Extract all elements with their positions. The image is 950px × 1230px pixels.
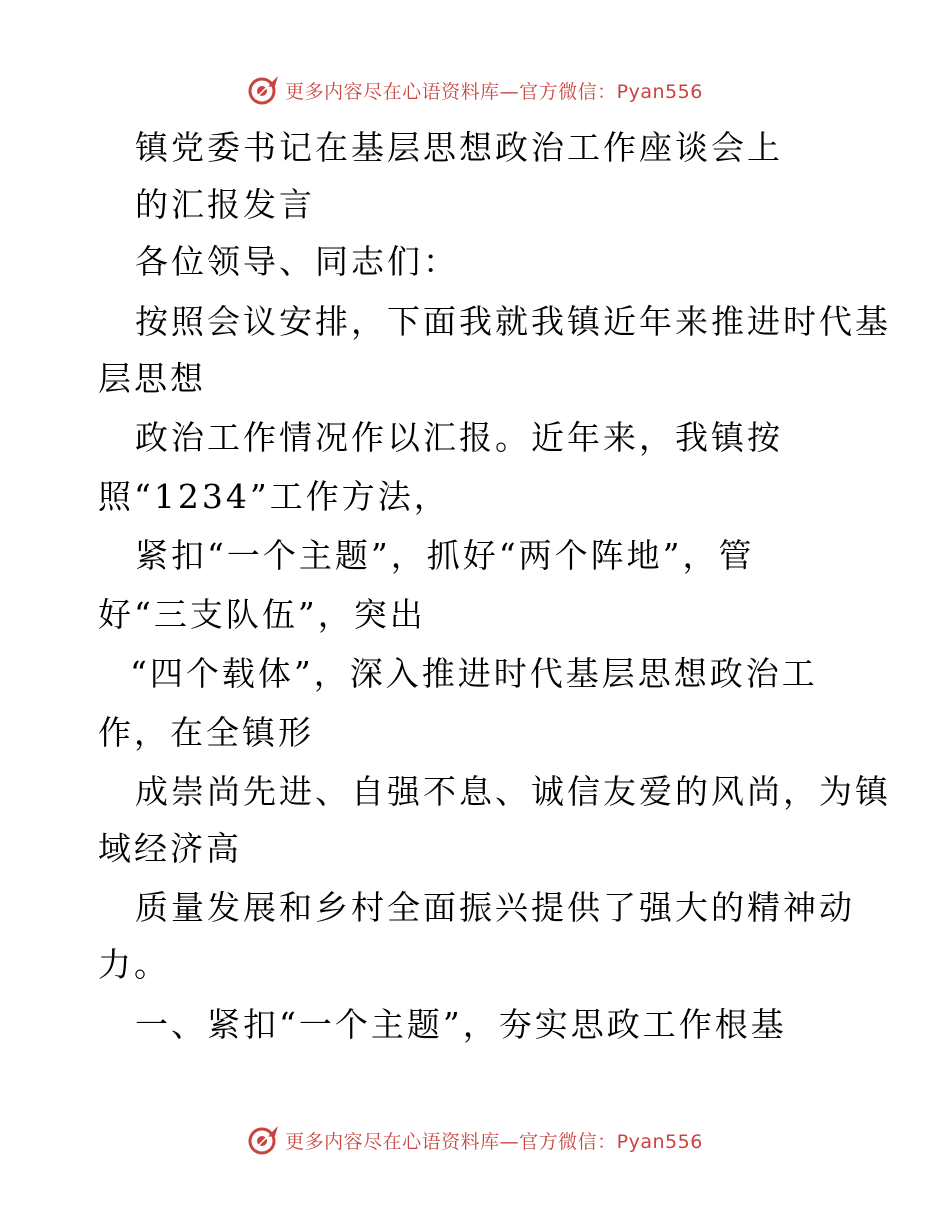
paragraph-line: “四个载体”，深入推进时代基层思想政治工 <box>130 654 818 693</box>
document-title-line-1: 镇党委书记在基层思想政治工作座谈会上 <box>135 128 783 167</box>
quill-logo-icon <box>247 1123 281 1157</box>
section-heading: 一、紧扣“一个主题”，夯实思政工作根基 <box>135 1005 787 1044</box>
banner-contact: 官方微信：Pyan556 <box>519 80 703 103</box>
banner-site-name: 更多内容尽在心语资料库 <box>285 1130 500 1153</box>
salutation: 各位领导、同志们： <box>135 242 459 281</box>
banner-separator: — <box>499 1130 520 1153</box>
banner-site-name: 更多内容尽在心语资料库 <box>285 80 500 103</box>
paragraph-line: 成崇尚先进、自强不息、诚信友爱的风尚，为镇 <box>135 772 891 811</box>
banner-text <box>285 1127 703 1154</box>
header-banner <box>0 70 950 110</box>
paragraph-line: 作，在全镇形 <box>98 713 314 752</box>
paragraph-line: 力。 <box>98 945 170 984</box>
paragraph-line: 层思想 <box>98 359 206 398</box>
quill-logo-icon <box>247 73 281 107</box>
paragraph-line: 域经济高 <box>98 829 242 868</box>
paragraph-line: 按照会议安排，下面我就我镇近年来推进时代基 <box>135 302 891 341</box>
footer-banner <box>0 1120 950 1160</box>
paragraph-line: 紧扣“一个主题”，抓好“两个阵地”，管 <box>135 536 755 575</box>
banner-contact: 官方微信：Pyan556 <box>519 1130 703 1153</box>
paragraph-line: 照“1234”工作方法， <box>98 477 450 516</box>
banner-text <box>285 77 703 104</box>
paragraph-line: 质量发展和乡村全面振兴提供了强大的精神动 <box>135 888 855 927</box>
banner-separator: — <box>499 80 520 103</box>
paragraph-line: 好“三支队伍”，突出 <box>98 595 426 634</box>
paragraph-line: 政治工作情况作以汇报。近年来，我镇按 <box>135 418 783 457</box>
document-title-line-2: 的汇报发言 <box>135 185 315 224</box>
